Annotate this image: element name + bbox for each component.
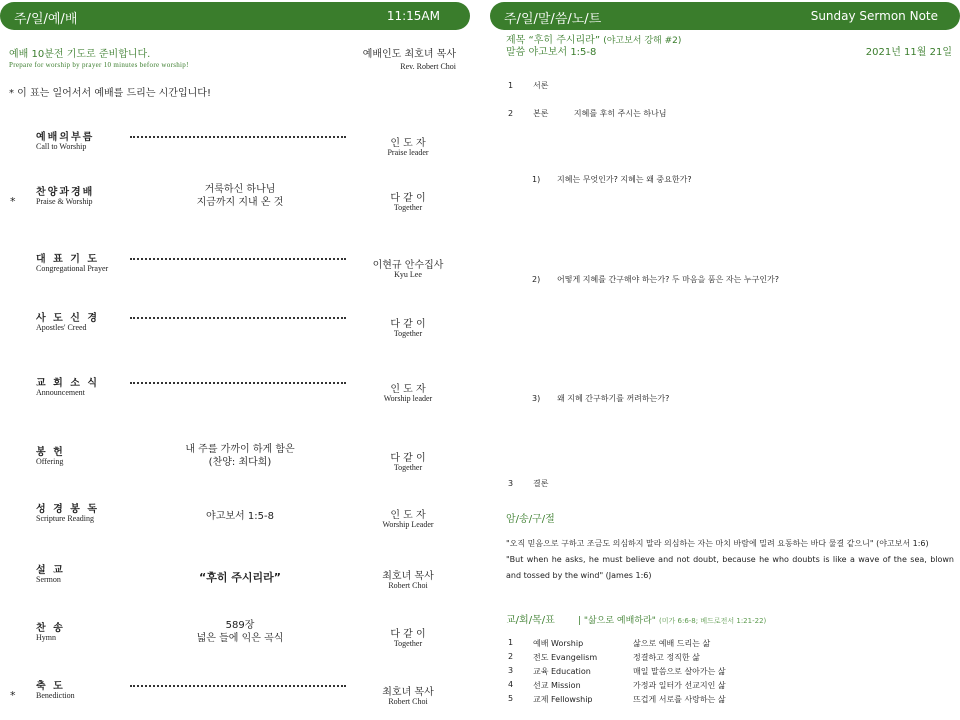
worship-header bbox=[0, 2, 470, 30]
church-goal-desc: 삶으로 예배 드리는 삶 bbox=[633, 639, 711, 648]
outline-subitem: 3) 왜 지혜 간구하기를 꺼려하는가? bbox=[532, 394, 670, 403]
leader-en: Rev. Robert Choi bbox=[400, 62, 456, 71]
church-goal-desc: 매일 말씀으로 살아가는 삶 bbox=[633, 667, 726, 676]
church-goals-ref: (미가 6:6-8; 베드로전서 1:21-22) bbox=[659, 617, 767, 625]
prep-ko: 예배 10분전 기도로 준비합니다. bbox=[9, 49, 151, 60]
church-goal-desc: 정결하고 정직한 삶 bbox=[633, 653, 700, 662]
church-goal-n: 5 bbox=[508, 694, 514, 703]
outline-subitem: 2) 어떻게 지혜를 간구해야 하는가? 두 마음을 품은 자는 누구인가? bbox=[532, 275, 780, 284]
order-item-ko: 찬 송 bbox=[36, 623, 65, 634]
church-goals-header bbox=[506, 611, 766, 626]
memory-verse bbox=[506, 536, 954, 584]
order-item-ko: 교 회 소 식 bbox=[36, 378, 100, 389]
worship-order-column bbox=[0, 0, 470, 720]
order-item-en: Benediction bbox=[36, 691, 75, 700]
order-item-leader: 다 같 이 bbox=[390, 319, 426, 330]
church-goals-quote: | "삶으로 예배하라" bbox=[577, 616, 656, 626]
memory-verse-en: "But when he asks, he must believe and not doubt, because he who doubts is like a wave of the sea, blown and tossed by the wind" (James 1:6) bbox=[506, 555, 954, 580]
title-sub: (야고보서 강해 #2) bbox=[603, 36, 682, 46]
church-goal-n: 3 bbox=[508, 666, 514, 675]
standing-note: * 이 표는 일어서서 예배를 드리는 시간입니다! bbox=[9, 88, 211, 99]
order-item-leader: 최호녀 목사 bbox=[382, 571, 434, 582]
standing-marker: * bbox=[10, 689, 16, 702]
church-goal-n: 4 bbox=[508, 680, 514, 689]
church-goals-title: 교/회/목/표 bbox=[506, 615, 555, 626]
order-item-content: 야고보서 1:5-8 bbox=[206, 511, 274, 522]
order-item-leader: 인 도 자 bbox=[390, 384, 426, 395]
church-goal-n: 1 bbox=[508, 638, 514, 647]
order-item-leader-en: Worship leader bbox=[383, 394, 433, 403]
church-goal-name: 교육 Education bbox=[533, 667, 591, 676]
outline-item: 2 본론 지혜를 후히 주시는 하나님 bbox=[508, 109, 667, 118]
sermon-header-subtitle: Sunday Sermon Note bbox=[810, 9, 938, 23]
church-goal-row bbox=[508, 638, 948, 652]
order-item-en: Scripture Reading bbox=[36, 514, 94, 523]
order-item-content: 거룩하신 하나님 지금까지 지내 온 것 bbox=[196, 184, 284, 208]
sermon-note-column bbox=[490, 0, 960, 720]
outline-item: 1 서론 bbox=[508, 81, 549, 90]
sermon-header bbox=[490, 2, 960, 30]
order-item-content: “후히 주시리라” bbox=[198, 571, 282, 584]
order-item-content: 589장 넓은 들에 익은 곡식 bbox=[196, 620, 284, 644]
church-goal-row bbox=[508, 680, 948, 694]
order-item-leader-en: Together bbox=[393, 463, 423, 472]
church-goals-list bbox=[508, 638, 948, 708]
order-item-ko: 봉 헌 bbox=[36, 447, 65, 458]
order-item-leader: 최호녀 목사 bbox=[382, 687, 434, 698]
church-goal-desc: 가정과 일터가 선교지인 삶 bbox=[633, 681, 726, 690]
order-item-ko: 축 도 bbox=[36, 681, 65, 692]
church-goal-row bbox=[508, 694, 948, 708]
leader-dots bbox=[130, 256, 346, 260]
worship-leader bbox=[363, 45, 456, 71]
church-goal-desc: 뜨겁게 서로를 사랑하는 삶 bbox=[633, 695, 726, 704]
prep-en: Prepare for worship by prayer 10 minutes before worship! bbox=[9, 61, 189, 69]
order-item-leader: 다 같 이 bbox=[390, 629, 426, 640]
church-goal-name: 전도 Evangelism bbox=[533, 653, 598, 662]
order-item-leader-en: Worship Leader bbox=[382, 520, 434, 529]
leader-dots bbox=[130, 134, 346, 138]
order-item-en: Praise & Worship bbox=[36, 197, 93, 206]
order-item-en: Announcement bbox=[36, 388, 85, 397]
leader-dots bbox=[130, 380, 346, 384]
order-item-leader: 인 도 자 bbox=[390, 138, 426, 149]
memory-verse-ko: "오직 믿음으로 구하고 조금도 의심하지 말라 의심하는 자는 마치 바람에 밀려 요동하는 바다 물결 같으니" (야고보서 1:6) bbox=[506, 539, 929, 548]
order-item-en: Offering bbox=[36, 457, 64, 466]
church-goal-name: 선교 Mission bbox=[533, 681, 581, 690]
outline-subitem: 1) 지혜는 무엇인가? 지혜는 왜 중요한가? bbox=[532, 175, 692, 184]
title-label: 제목 bbox=[506, 35, 526, 46]
order-item-leader-en: Robert Choi bbox=[388, 581, 428, 590]
order-item-en: Call to Worship bbox=[36, 142, 87, 151]
order-item-ko: 대 표 기 도 bbox=[36, 254, 100, 265]
order-item-leader-en: Together bbox=[393, 203, 423, 212]
order-item-leader: 다 같 이 bbox=[390, 193, 426, 204]
sermon-header-title: 주/일/말/씀/노/트 bbox=[504, 12, 602, 27]
order-item-en: Hymn bbox=[36, 633, 56, 642]
outline-item: 3 결론 bbox=[508, 479, 549, 488]
order-item-leader: 다 같 이 bbox=[390, 453, 426, 464]
title-text: “후히 주시리라” bbox=[528, 35, 601, 46]
sermon-scripture: 말씀 야고보서 1:5-8 bbox=[506, 47, 597, 58]
order-item-leader-en: Together bbox=[393, 639, 423, 648]
order-item-ko: 설 교 bbox=[36, 565, 65, 576]
sermon-date: 2021년 11월 21일 bbox=[865, 47, 952, 58]
order-item-ko: 예배의부름 bbox=[36, 132, 95, 143]
order-item-ko: 사 도 신 경 bbox=[36, 313, 100, 324]
memory-verse-title: 암/송/구/절 bbox=[506, 514, 555, 525]
standing-marker: * bbox=[10, 195, 16, 208]
order-item-leader: 인 도 자 bbox=[390, 510, 426, 521]
order-item-en: Apostles' Creed bbox=[36, 323, 87, 332]
church-goal-name: 교제 Fellowship bbox=[533, 695, 593, 704]
order-item-leader-en: Robert Choi bbox=[388, 697, 428, 706]
order-item-leader: 이현규 안수집사 bbox=[372, 260, 444, 271]
order-item-en: Sermon bbox=[36, 575, 61, 584]
church-goal-row bbox=[508, 652, 948, 666]
leader-dots bbox=[130, 315, 346, 319]
worship-title: 주/일/예/배 bbox=[14, 12, 78, 27]
church-goal-name: 예배 Worship bbox=[533, 639, 584, 648]
leader-ko: 예배인도 최호녀 목사 bbox=[362, 49, 456, 60]
order-item-leader-en: Kyu Lee bbox=[394, 270, 422, 279]
leader-dots bbox=[130, 683, 346, 687]
worship-time: 11:15AM bbox=[386, 9, 440, 23]
order-item-leader-en: Praise leader bbox=[387, 148, 429, 157]
order-item-content: 내 주를 가까이 하게 함은 (찬양: 최다희) bbox=[185, 444, 295, 468]
order-item-leader-en: Together bbox=[393, 329, 423, 338]
order-item-ko: 찬양과경배 bbox=[36, 187, 95, 198]
church-goal-row bbox=[508, 666, 948, 680]
prep-note bbox=[9, 45, 189, 69]
order-item-en: Congregational Prayer bbox=[36, 264, 109, 273]
church-goal-n: 2 bbox=[508, 652, 514, 661]
order-item-ko: 성 경 봉 독 bbox=[36, 504, 100, 515]
